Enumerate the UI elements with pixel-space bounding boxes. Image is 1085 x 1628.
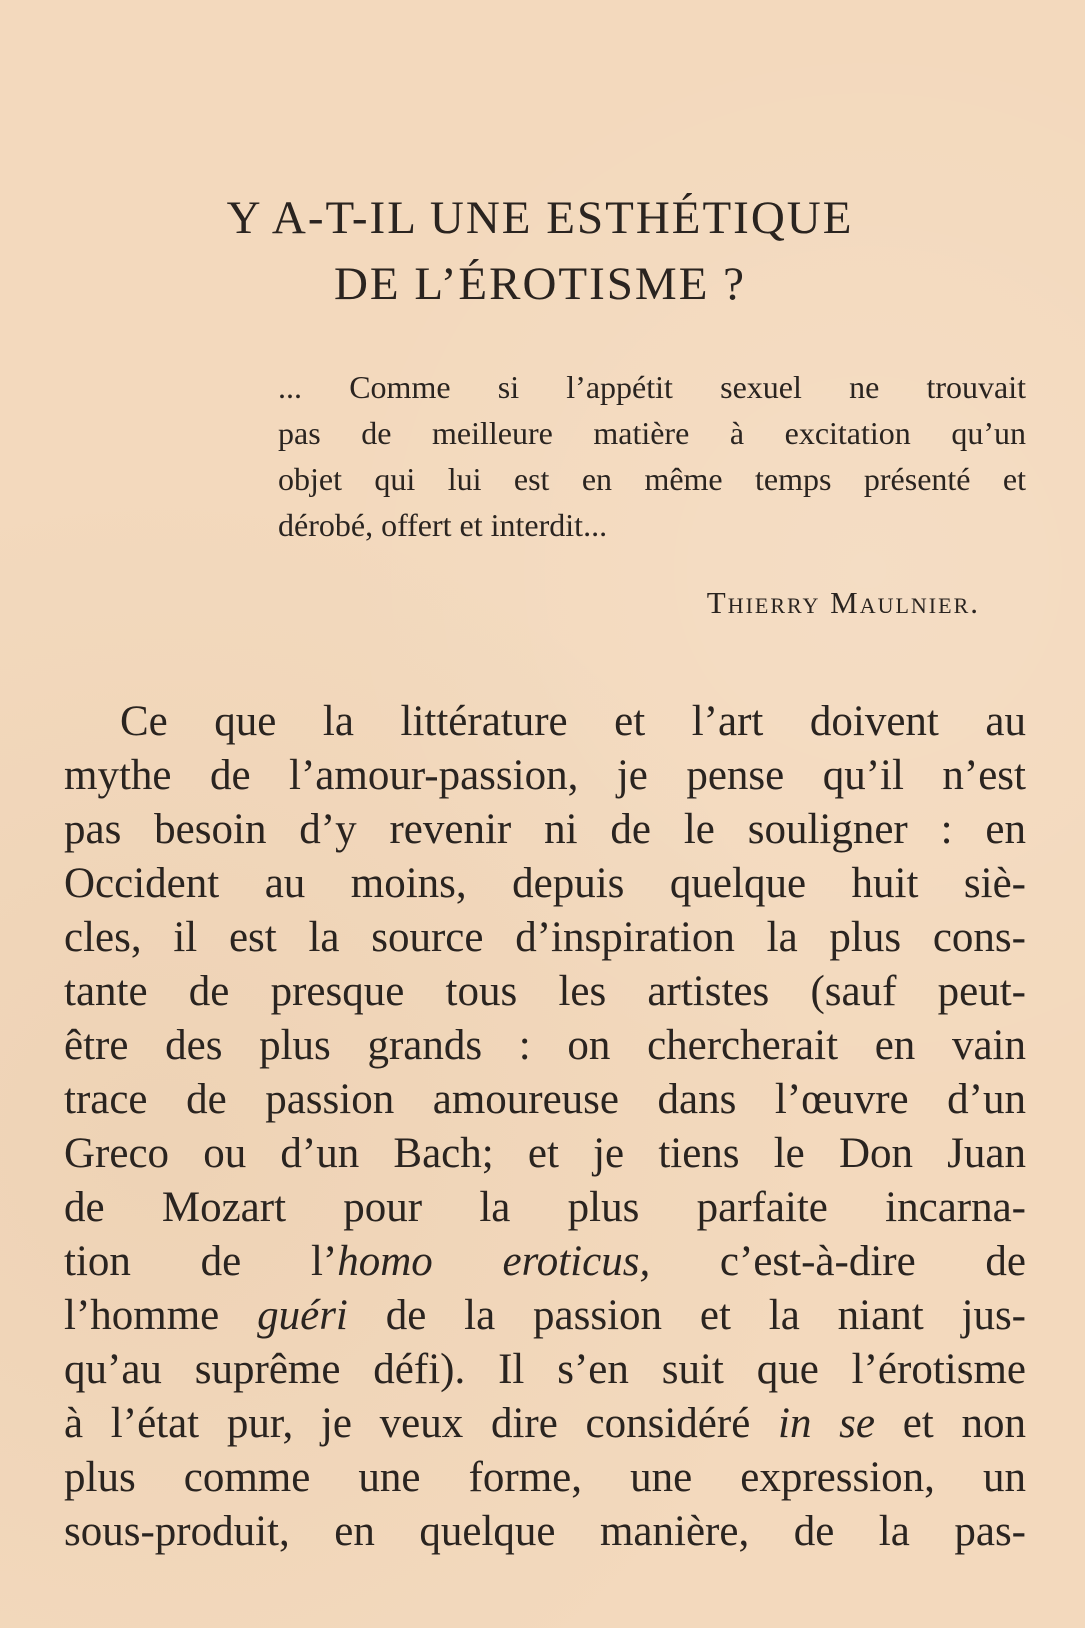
body-line: cles, il est la source d’inspiration la plus cons-	[64, 914, 1026, 961]
body-line: de Mozart pour la plus parfaite incarna-	[64, 1184, 1026, 1231]
body-line	[64, 1397, 1026, 1451]
epigraph-line: dérobé, offert et interdit...	[278, 507, 608, 543]
body-line: trace de passion amoureuse dans l’œuvre d’un	[64, 1076, 1026, 1123]
body-line: être des plus grands : on chercherait en vain	[64, 1022, 1026, 1069]
body-paragraph	[64, 695, 1026, 1559]
epigraph-author: Thierry Maulnier.	[706, 585, 980, 620]
chapter-title-line-1: Y A-T-IL UNE ESTHÉTIQUE	[226, 192, 854, 244]
body-line: sous-produit, en quelque manière, de la pas-	[64, 1508, 1026, 1555]
body-line: pas besoin d’y revenir ni de le souligner : en	[64, 806, 1026, 853]
body-line: tante de presque tous les artistes (sauf peut-	[64, 968, 1026, 1015]
body-line: plus comme une forme, une expression, un	[64, 1454, 1026, 1501]
body-text-span: tion de l’	[64, 1238, 338, 1285]
epigraph-line: pas de meilleure matière à excitation qu’un	[278, 415, 1026, 451]
body-text-span: l’homme	[64, 1292, 258, 1339]
chapter-title	[180, 185, 900, 317]
italic-term: in se	[778, 1400, 875, 1447]
epigraph-line: objet qui lui est en même temps présenté et	[278, 461, 1026, 497]
body-line: mythe de l’amour-passion, je pense qu’il n’est	[64, 752, 1026, 799]
body-line: qu’au suprême défi). Il s’en suit que l’érotisme	[64, 1346, 1026, 1393]
italic-term: guéri	[257, 1292, 348, 1339]
epigraph	[278, 364, 1026, 548]
italic-term: homo eroticus,	[337, 1238, 651, 1285]
body-line: Occident au moins, depuis quelque huit siè-	[64, 860, 1026, 907]
body-line	[64, 1235, 1026, 1289]
body-line	[64, 1289, 1026, 1343]
body-text-span: et non	[875, 1400, 1026, 1447]
chapter-title-line-2: DE L’ÉROTISME ?	[333, 258, 747, 310]
epigraph-line: ... Comme si l’appétit sexuel ne trouvait	[278, 369, 1026, 405]
body-text-span: c’est-à-dire de	[650, 1238, 1026, 1285]
body-line: Greco ou d’un Bach; et je tiens le Don Juan	[64, 1130, 1026, 1177]
body-text-span: de la passion et la niant jus-	[347, 1292, 1026, 1339]
body-line: Ce que la littérature et l’art doivent au	[120, 698, 1026, 745]
body-text-span: à l’état pur, je veux dire considéré	[64, 1400, 779, 1447]
